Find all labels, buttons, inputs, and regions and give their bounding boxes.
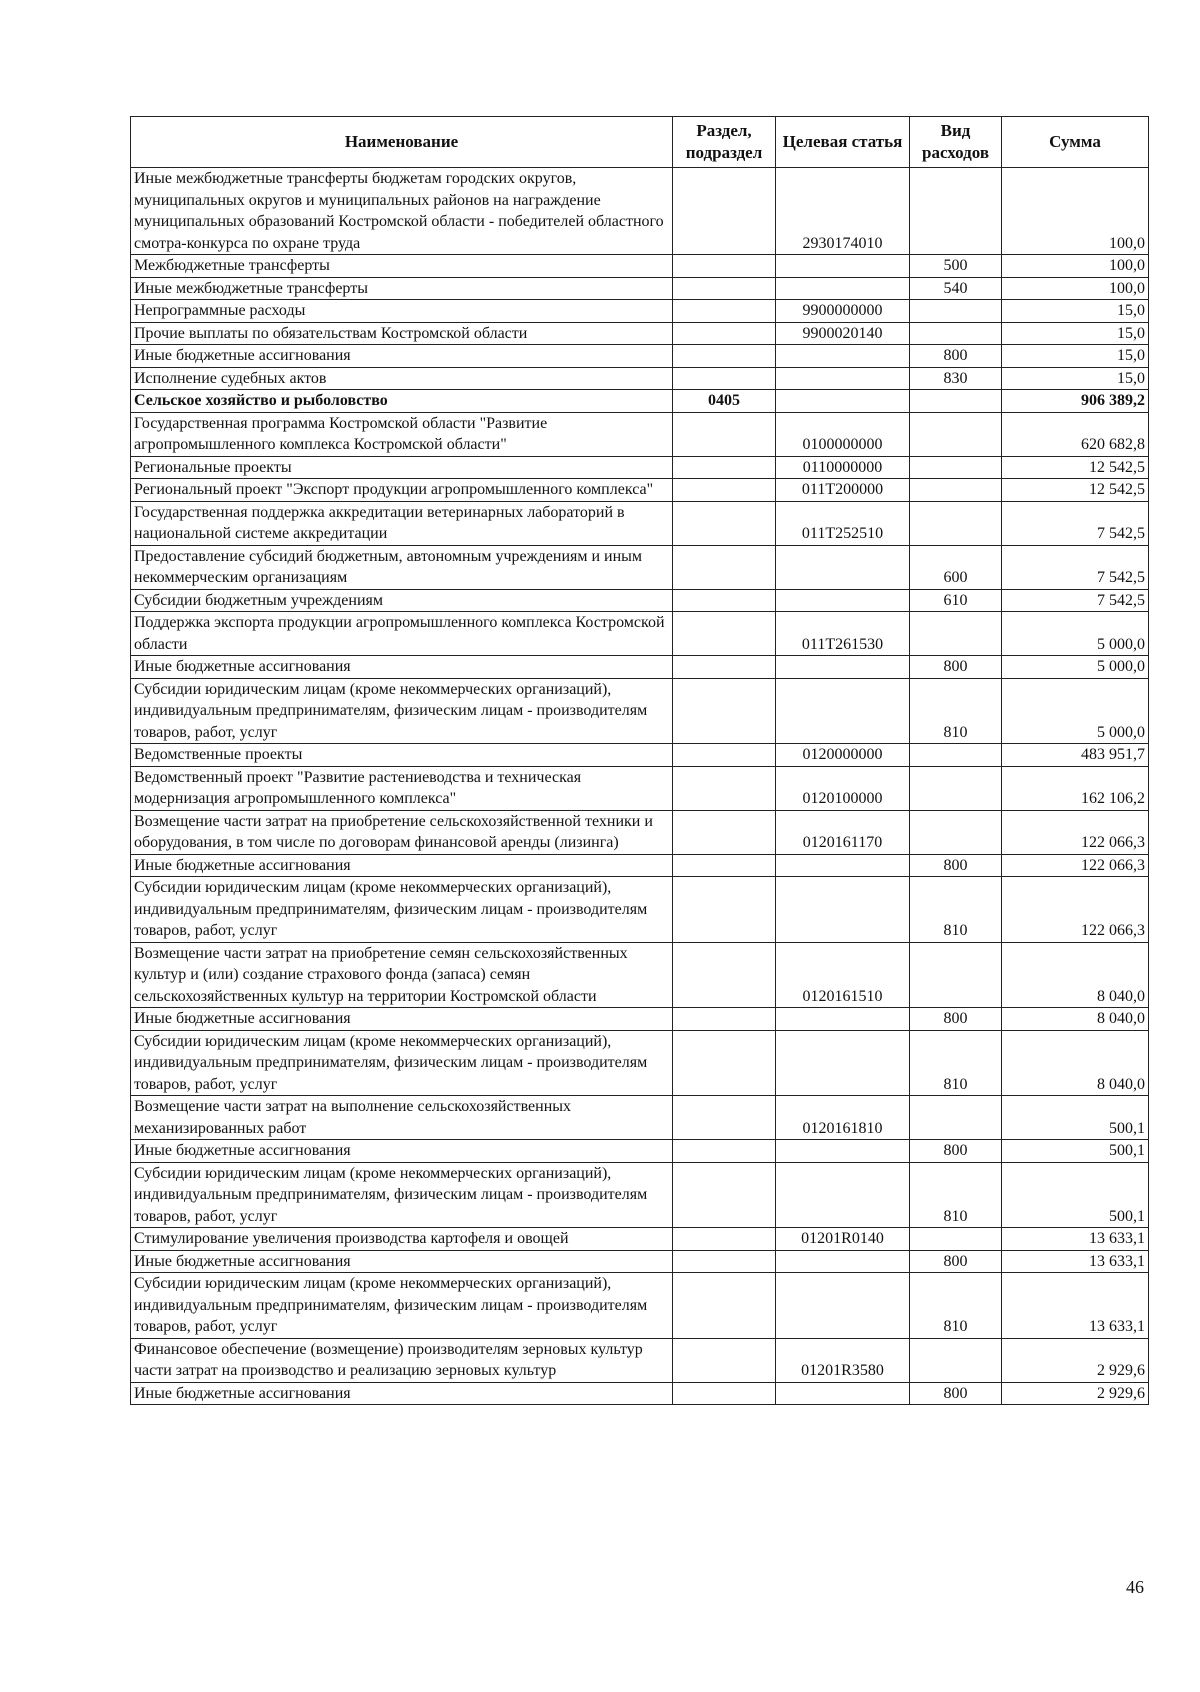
cell-type xyxy=(910,322,1002,345)
cell-sum: 7 542,5 xyxy=(1002,545,1149,589)
cell-name: Непрограммные расходы xyxy=(131,300,673,323)
cell-name: Субсидии юридическим лицам (кроме некоммерческих организаций), индивидуальным предпринимателям, физическим лицам - производителям товаров, работ, услуг xyxy=(131,1273,673,1339)
cell-section xyxy=(673,168,776,255)
cell-name: Субсидии бюджетным учреждениям xyxy=(131,589,673,612)
cell-sum: 5 000,0 xyxy=(1002,678,1149,744)
cell-target xyxy=(776,1162,910,1228)
cell-target: 9900000000 xyxy=(776,300,910,323)
cell-sum: 2 929,6 xyxy=(1002,1338,1149,1382)
table-row xyxy=(131,744,1149,767)
cell-name: Стимулирование увеличения производства картофеля и овощей xyxy=(131,1228,673,1251)
cell-section xyxy=(673,854,776,877)
cell-section xyxy=(673,1250,776,1273)
cell-name: Иные бюджетные ассигнования xyxy=(131,656,673,679)
cell-name: Государственная программа Костромской области "Развитие агропромышленного комплекса Костромской области" xyxy=(131,412,673,456)
cell-type xyxy=(910,744,1002,767)
cell-name: Предоставление субсидий бюджетным, автономным учреждениям и иным некоммерческим организациям xyxy=(131,545,673,589)
cell-target: 0120161510 xyxy=(776,942,910,1008)
cell-target: 011Т252510 xyxy=(776,501,910,545)
table-row xyxy=(131,678,1149,744)
table-row xyxy=(131,255,1149,278)
header-name: Наименование xyxy=(131,117,673,168)
cell-sum: 8 040,0 xyxy=(1002,1030,1149,1096)
cell-type xyxy=(910,501,1002,545)
cell-target: 01201R0140 xyxy=(776,1228,910,1251)
cell-section xyxy=(673,300,776,323)
cell-section xyxy=(673,1140,776,1163)
cell-section xyxy=(673,678,776,744)
cell-target xyxy=(776,545,910,589)
cell-section xyxy=(673,1008,776,1031)
cell-type: 600 xyxy=(910,545,1002,589)
table-row xyxy=(131,656,1149,679)
cell-sum: 906 389,2 xyxy=(1002,390,1149,413)
cell-type xyxy=(910,390,1002,413)
cell-section xyxy=(673,501,776,545)
cell-target xyxy=(776,1140,910,1163)
table-row xyxy=(131,1228,1149,1251)
table-row xyxy=(131,412,1149,456)
cell-target xyxy=(776,1008,910,1031)
cell-type: 810 xyxy=(910,1273,1002,1339)
cell-sum: 8 040,0 xyxy=(1002,942,1149,1008)
cell-type xyxy=(910,168,1002,255)
cell-type: 500 xyxy=(910,255,1002,278)
table-row xyxy=(131,1250,1149,1273)
cell-target: 011Т261530 xyxy=(776,612,910,656)
cell-target xyxy=(776,277,910,300)
cell-section xyxy=(673,877,776,943)
cell-name: Возмещение части затрат на приобретение сельскохозяйственной техники и оборудования, в том числе по договорам финансовой аренды (лизинга) xyxy=(131,810,673,854)
cell-name: Иные бюджетные ассигнования xyxy=(131,345,673,368)
cell-type xyxy=(910,300,1002,323)
cell-target xyxy=(776,255,910,278)
cell-section xyxy=(673,1030,776,1096)
cell-section xyxy=(673,744,776,767)
cell-sum: 162 106,2 xyxy=(1002,766,1149,810)
cell-type xyxy=(910,810,1002,854)
cell-type: 610 xyxy=(910,589,1002,612)
cell-sum: 13 633,1 xyxy=(1002,1273,1149,1339)
cell-name: Возмещение части затрат на приобретение семян сельскохозяйственных культур и (или) создание страхового фонда (запаса) семян сельскохозяйственных культур на территории Костромской области xyxy=(131,942,673,1008)
cell-name: Иные межбюджетные трансферты xyxy=(131,277,673,300)
cell-section xyxy=(673,612,776,656)
cell-target xyxy=(776,656,910,679)
cell-name: Субсидии юридическим лицам (кроме некоммерческих организаций), индивидуальным предпринимателям, физическим лицам - производителям товаров, работ, услуг xyxy=(131,1162,673,1228)
cell-type: 800 xyxy=(910,1008,1002,1031)
cell-name: Субсидии юридическим лицам (кроме некоммерческих организаций), индивидуальным предпринимателям, физическим лицам - производителям товаров, работ, услуг xyxy=(131,678,673,744)
cell-section xyxy=(673,1228,776,1251)
cell-name: Субсидии юридическим лицам (кроме некоммерческих организаций), индивидуальным предпринимателям, физическим лицам - производителям товаров, работ, услуг xyxy=(131,877,673,943)
cell-name: Иные бюджетные ассигнования xyxy=(131,854,673,877)
cell-name: Ведомственные проекты xyxy=(131,744,673,767)
cell-section xyxy=(673,1382,776,1405)
header-sum: Сумма xyxy=(1002,117,1149,168)
cell-type: 810 xyxy=(910,678,1002,744)
header-type: Вид расходов xyxy=(910,117,1002,168)
cell-target xyxy=(776,390,910,413)
cell-type: 810 xyxy=(910,877,1002,943)
cell-sum: 500,1 xyxy=(1002,1096,1149,1140)
header-section: Раздел, подраздел xyxy=(673,117,776,168)
table-body xyxy=(131,168,1149,1405)
cell-section xyxy=(673,412,776,456)
cell-section xyxy=(673,277,776,300)
table-row xyxy=(131,545,1149,589)
cell-sum: 483 951,7 xyxy=(1002,744,1149,767)
cell-type xyxy=(910,1096,1002,1140)
cell-section xyxy=(673,1096,776,1140)
cell-name: Возмещение части затрат на выполнение сельскохозяйственных механизированных работ xyxy=(131,1096,673,1140)
table-row xyxy=(131,300,1149,323)
cell-name: Иные бюджетные ассигнования xyxy=(131,1382,673,1405)
table-row xyxy=(131,810,1149,854)
page-number: 46 xyxy=(1126,1577,1144,1597)
cell-name: Исполнение судебных актов xyxy=(131,367,673,390)
cell-sum: 8 040,0 xyxy=(1002,1008,1149,1031)
cell-target: 01201R3580 xyxy=(776,1338,910,1382)
table-row xyxy=(131,168,1149,255)
cell-sum: 15,0 xyxy=(1002,345,1149,368)
cell-section xyxy=(673,1273,776,1339)
cell-sum: 12 542,5 xyxy=(1002,479,1149,502)
cell-type xyxy=(910,1338,1002,1382)
cell-type: 810 xyxy=(910,1030,1002,1096)
cell-type xyxy=(910,612,1002,656)
table-row xyxy=(131,854,1149,877)
cell-sum: 12 542,5 xyxy=(1002,456,1149,479)
cell-name: Государственная поддержка аккредитации ветеринарных лабораторий в национальной системе аккредитации xyxy=(131,501,673,545)
table-row xyxy=(131,390,1149,413)
cell-section xyxy=(673,810,776,854)
table-row xyxy=(131,1382,1149,1405)
cell-target xyxy=(776,367,910,390)
cell-section xyxy=(673,766,776,810)
cell-name: Финансовое обеспечение (возмещение) производителям зерновых культур части затрат на производство и реализацию зерновых культур xyxy=(131,1338,673,1382)
cell-target: 0100000000 xyxy=(776,412,910,456)
cell-type xyxy=(910,1228,1002,1251)
table-row xyxy=(131,501,1149,545)
table-row xyxy=(131,1338,1149,1382)
cell-target xyxy=(776,589,910,612)
cell-target: 0120161810 xyxy=(776,1096,910,1140)
table-row xyxy=(131,612,1149,656)
cell-name: Субсидии юридическим лицам (кроме некоммерческих организаций), индивидуальным предпринимателям, физическим лицам - производителям товаров, работ, услуг xyxy=(131,1030,673,1096)
table-row xyxy=(131,1140,1149,1163)
cell-sum: 500,1 xyxy=(1002,1162,1149,1228)
cell-target xyxy=(776,1382,910,1405)
cell-sum: 2 929,6 xyxy=(1002,1382,1149,1405)
table-row xyxy=(131,277,1149,300)
cell-section: 0405 xyxy=(673,390,776,413)
cell-sum: 13 633,1 xyxy=(1002,1250,1149,1273)
table-row xyxy=(131,1008,1149,1031)
cell-sum: 122 066,3 xyxy=(1002,854,1149,877)
cell-type: 800 xyxy=(910,854,1002,877)
cell-name: Иные бюджетные ассигнования xyxy=(131,1008,673,1031)
header-row xyxy=(131,117,1149,168)
table-row xyxy=(131,345,1149,368)
cell-target: 2930174010 xyxy=(776,168,910,255)
cell-target xyxy=(776,345,910,368)
cell-section xyxy=(673,479,776,502)
cell-section xyxy=(673,656,776,679)
cell-target xyxy=(776,678,910,744)
cell-sum: 5 000,0 xyxy=(1002,612,1149,656)
cell-sum: 100,0 xyxy=(1002,168,1149,255)
table-row xyxy=(131,1030,1149,1096)
cell-type: 800 xyxy=(910,345,1002,368)
table-row xyxy=(131,1273,1149,1339)
cell-target: 0110000000 xyxy=(776,456,910,479)
cell-sum: 15,0 xyxy=(1002,300,1149,323)
cell-sum: 100,0 xyxy=(1002,277,1149,300)
budget-table xyxy=(130,116,1149,1405)
cell-sum: 620 682,8 xyxy=(1002,412,1149,456)
cell-name: Поддержка экспорта продукции агропромышленного комплекса Костромской области xyxy=(131,612,673,656)
cell-target xyxy=(776,1273,910,1339)
cell-target xyxy=(776,1250,910,1273)
cell-section xyxy=(673,255,776,278)
cell-type xyxy=(910,456,1002,479)
cell-type xyxy=(910,412,1002,456)
cell-sum: 15,0 xyxy=(1002,367,1149,390)
cell-name: Региональный проект "Экспорт продукции агропромышленного комплекса" xyxy=(131,479,673,502)
table-row xyxy=(131,367,1149,390)
cell-sum: 122 066,3 xyxy=(1002,810,1149,854)
cell-type: 830 xyxy=(910,367,1002,390)
cell-name: Сельское хозяйство и рыболовство xyxy=(131,390,673,413)
cell-target xyxy=(776,1030,910,1096)
cell-name: Региональные проекты xyxy=(131,456,673,479)
cell-sum: 100,0 xyxy=(1002,255,1149,278)
cell-section xyxy=(673,1162,776,1228)
cell-type: 800 xyxy=(910,1382,1002,1405)
cell-type xyxy=(910,479,1002,502)
table-row xyxy=(131,479,1149,502)
cell-sum: 13 633,1 xyxy=(1002,1228,1149,1251)
header-target: Целевая статья xyxy=(776,117,910,168)
table-header xyxy=(131,117,1149,168)
table-row xyxy=(131,322,1149,345)
cell-section xyxy=(673,322,776,345)
cell-name: Иные межбюджетные трансферты бюджетам городских округов, муниципальных округов и муниципальных районов на награждение муниципальных образований Костромской области - победителей областного смотра-конкурса по охране труда xyxy=(131,168,673,255)
cell-type xyxy=(910,942,1002,1008)
table-row xyxy=(131,877,1149,943)
cell-type: 800 xyxy=(910,1140,1002,1163)
table-row xyxy=(131,766,1149,810)
cell-name: Иные бюджетные ассигнования xyxy=(131,1250,673,1273)
cell-target xyxy=(776,854,910,877)
table-row xyxy=(131,456,1149,479)
cell-section xyxy=(673,367,776,390)
cell-sum: 122 066,3 xyxy=(1002,877,1149,943)
cell-section xyxy=(673,545,776,589)
cell-sum: 500,1 xyxy=(1002,1140,1149,1163)
cell-section xyxy=(673,345,776,368)
table-row xyxy=(131,1096,1149,1140)
cell-target: 0120000000 xyxy=(776,744,910,767)
cell-sum: 15,0 xyxy=(1002,322,1149,345)
cell-target: 0120161170 xyxy=(776,810,910,854)
cell-target: 9900020140 xyxy=(776,322,910,345)
cell-target: 011Т200000 xyxy=(776,479,910,502)
cell-type: 800 xyxy=(910,1250,1002,1273)
cell-type: 540 xyxy=(910,277,1002,300)
cell-sum: 7 542,5 xyxy=(1002,501,1149,545)
cell-name: Прочие выплаты по обязательствам Костромской области xyxy=(131,322,673,345)
cell-section xyxy=(673,456,776,479)
cell-name: Иные бюджетные ассигнования xyxy=(131,1140,673,1163)
table-row xyxy=(131,1162,1149,1228)
cell-target: 0120100000 xyxy=(776,766,910,810)
cell-section xyxy=(673,942,776,1008)
cell-sum: 5 000,0 xyxy=(1002,656,1149,679)
cell-name: Ведомственный проект "Развитие растениеводства и техническая модернизация агропромышленного комплекса" xyxy=(131,766,673,810)
cell-sum: 7 542,5 xyxy=(1002,589,1149,612)
table-row xyxy=(131,942,1149,1008)
cell-section xyxy=(673,1338,776,1382)
cell-section xyxy=(673,589,776,612)
cell-type xyxy=(910,766,1002,810)
cell-type: 800 xyxy=(910,656,1002,679)
cell-target xyxy=(776,877,910,943)
table-row xyxy=(131,589,1149,612)
cell-name: Межбюджетные трансферты xyxy=(131,255,673,278)
cell-type: 810 xyxy=(910,1162,1002,1228)
